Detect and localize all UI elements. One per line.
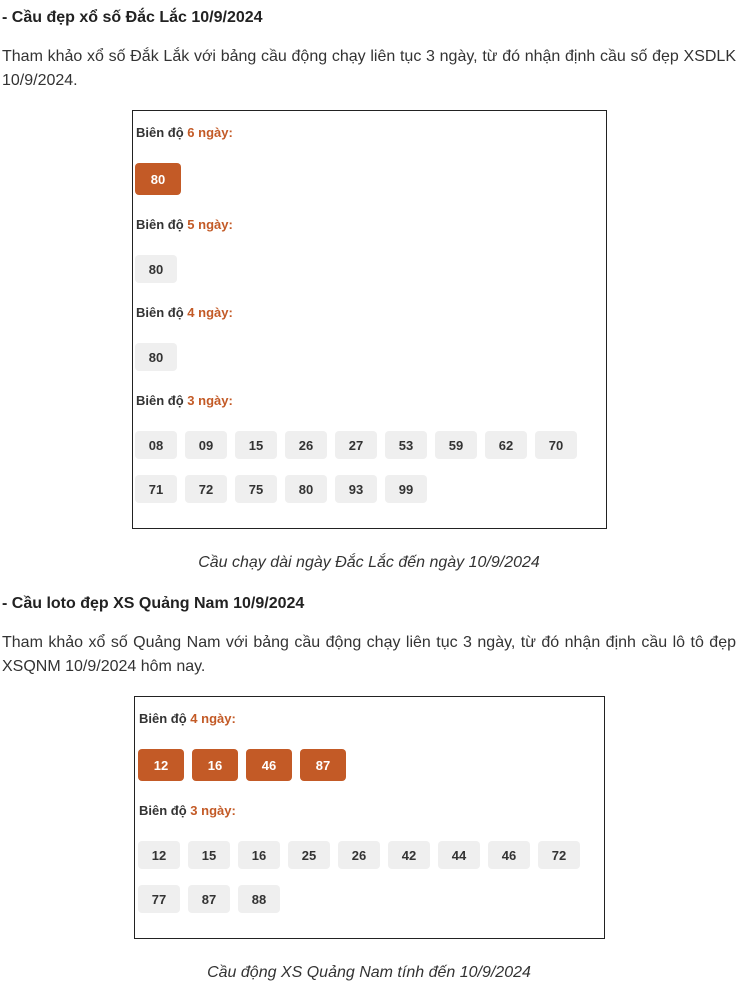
number-chip: 26 — [285, 431, 327, 459]
number-chip: 88 — [238, 885, 280, 913]
number-chip: 25 — [288, 841, 330, 869]
number-chip: 15 — [235, 431, 277, 459]
quang-nam-bridge-table — [134, 696, 605, 939]
number-chip: 72 — [185, 475, 227, 503]
number-chip: 09 — [185, 431, 227, 459]
amplitude-label: Biên độ 4 ngày: — [136, 305, 233, 320]
section2-paragraph: Tham khảo xổ số Quảng Nam với bảng cầu động chạy liên tục 3 ngày, từ đó nhận định cầu lô tô đẹp XSQNM 10/9/2024 hôm nay. — [2, 634, 736, 675]
section1-caption: Cầu chạy dài ngày Đắc Lắc đến ngày 10/9/2024 — [198, 554, 540, 571]
number-chip: 80 — [135, 343, 177, 371]
section2-caption: Cầu động XS Quảng Nam tính đến 10/9/2024 — [207, 964, 531, 981]
hot-number-chip: 87 — [300, 749, 346, 781]
number-chip: 53 — [385, 431, 427, 459]
number-chip: 16 — [238, 841, 280, 869]
section1-paragraph: Tham khảo xổ số Đắk Lắk với bảng cầu động chạy liên tục 3 ngày, từ đó nhận định cầu số đẹp XSDLK 10/9/2024. — [2, 48, 736, 89]
dak-lak-bridge-table — [132, 110, 607, 529]
section2-heading: - Cầu loto đẹp XS Quảng Nam 10/9/2024 — [2, 595, 305, 612]
amplitude-label: Biên độ 4 ngày: — [139, 711, 236, 726]
hot-number-chip: 12 — [138, 749, 184, 781]
amplitude-label: Biên độ 3 ngày: — [136, 393, 233, 408]
number-chip: 71 — [135, 475, 177, 503]
number-chip: 80 — [135, 255, 177, 283]
section1-heading: - Cầu đẹp xổ số Đắc Lắc 10/9/2024 — [2, 9, 263, 26]
number-chip: 80 — [285, 475, 327, 503]
number-chip: 99 — [385, 475, 427, 503]
number-chip: 44 — [438, 841, 480, 869]
number-chip: 70 — [535, 431, 577, 459]
number-chip: 72 — [538, 841, 580, 869]
number-chip: 42 — [388, 841, 430, 869]
number-chip: 87 — [188, 885, 230, 913]
number-chip: 12 — [138, 841, 180, 869]
number-chip: 62 — [485, 431, 527, 459]
hot-number-chip: 80 — [135, 163, 181, 195]
number-chip: 15 — [188, 841, 230, 869]
number-chip: 27 — [335, 431, 377, 459]
hot-number-chip: 46 — [246, 749, 292, 781]
number-chip: 59 — [435, 431, 477, 459]
hot-number-chip: 16 — [192, 749, 238, 781]
amplitude-label: Biên độ 6 ngày: — [136, 125, 233, 140]
amplitude-label: Biên độ 5 ngày: — [136, 217, 233, 232]
number-chip: 08 — [135, 431, 177, 459]
amplitude-label: Biên độ 3 ngày: — [139, 803, 236, 818]
number-chip: 77 — [138, 885, 180, 913]
number-chip: 46 — [488, 841, 530, 869]
number-chip: 93 — [335, 475, 377, 503]
number-chip: 75 — [235, 475, 277, 503]
number-chip: 26 — [338, 841, 380, 869]
